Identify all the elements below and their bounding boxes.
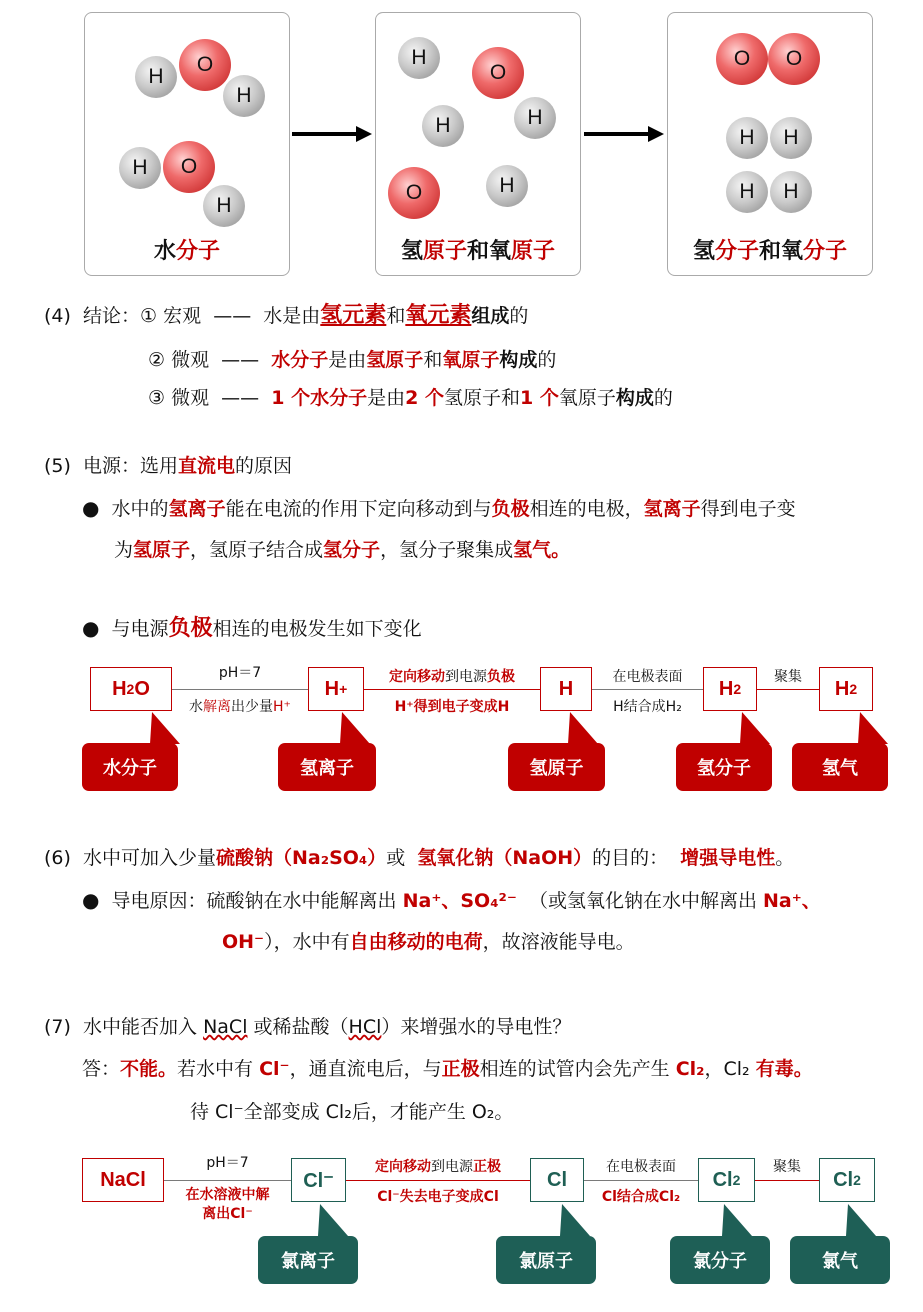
connector-label-top: 在电极表面 bbox=[606, 1159, 676, 1175]
hydrogen-atom: H bbox=[422, 105, 464, 147]
flow-connector bbox=[172, 689, 308, 690]
flow-box-h2-gas: H 2 bbox=[819, 667, 873, 711]
flow-box-cl2-molecule: Cl 2 bbox=[698, 1158, 755, 1202]
panel-label: 水分子 bbox=[153, 239, 221, 264]
callout-hydrogen-ion: 氢离子 bbox=[278, 743, 376, 791]
oxygen-atom: O bbox=[388, 167, 440, 219]
callout-chlorine-molecule: 氯分子 bbox=[670, 1236, 770, 1284]
nacl-answer-2: 待 Cl⁻全部变成 Cl₂后，才能产生 O₂。 bbox=[190, 1101, 514, 1123]
flow-box-h2-molecule: H 2 bbox=[703, 667, 757, 711]
connector-label-bottom: Cl结合成Cl₂ bbox=[601, 1189, 681, 1205]
nacl-question: (7) 水中能否加入 NaCl 或稀盐酸（HCl）来增强水的导电性？ bbox=[44, 1016, 572, 1038]
hydrogen-atom: H bbox=[203, 185, 245, 227]
power-source-heading: (5) 电源：选用直流电的原因 bbox=[44, 455, 293, 477]
hydrogen-atom: H bbox=[514, 97, 556, 139]
callout-chlorine-gas: 氯气 bbox=[790, 1236, 890, 1284]
panel-atoms bbox=[375, 12, 581, 276]
flow-box-nacl: NaCl bbox=[82, 1158, 164, 1202]
connector-label-bottom: Cl⁻失去电子变成Cl bbox=[377, 1189, 499, 1205]
connector-label-top: 聚集 bbox=[774, 669, 802, 685]
additive-heading: (6) 水中可加入少量硫酸钠（Na₂SO₄）或 氢氧化钠（NaOH）的目的： 增强导电性。 bbox=[44, 847, 795, 869]
flow-connector bbox=[592, 689, 703, 690]
flow-box-cl-atom: Cl bbox=[530, 1158, 584, 1202]
connector-label-bottom: 水解离出少量H⁺ bbox=[189, 699, 291, 715]
bullet-paragraph-1: ● 水中的氢离子能在电流的作用下定向移动到与负极相连的电极，氢离子得到电子变 bbox=[82, 496, 796, 520]
oxygen-atom: O bbox=[768, 33, 820, 85]
bullet-icon: ● bbox=[82, 888, 100, 912]
flow-box-h-ion: H + bbox=[308, 667, 364, 711]
oxygen-atom: O bbox=[163, 141, 215, 193]
flow-box-cl2-gas: Cl 2 bbox=[819, 1158, 875, 1202]
hydrogen-atom: H bbox=[726, 117, 768, 159]
conclusion-line-1: (4) 结论：① 宏观 —— 水是由氢元素和氧元素组成的 bbox=[44, 303, 529, 328]
flow-connector bbox=[757, 689, 819, 690]
hydrogen-atom: H bbox=[135, 56, 177, 98]
connector-label-bottom: 在水溶液中解 离出Cl⁻ bbox=[185, 1187, 270, 1222]
panel-label: 氢分子和氧分子 bbox=[692, 239, 848, 264]
bullet-paragraph-2: ● 与电源负极相连的电极发生如下变化 bbox=[82, 616, 422, 641]
conduction-reason-2: OH⁻），水中有自由移动的电荷，故溶液能导电。 bbox=[222, 931, 635, 953]
oxygen-atom: O bbox=[472, 47, 524, 99]
conclusion-line-2: ② 微观 —— 水分子是由氢原子和氧原子构成的 bbox=[148, 349, 557, 371]
flow-box-h2o: H 2 O bbox=[90, 667, 172, 711]
connector-label-top: pH＝7 bbox=[206, 1155, 249, 1171]
bullet-paragraph-1-cont: 为氢原子，氢原子结合成氢分子，氢分子聚集成氢气。 bbox=[114, 539, 571, 561]
oxygen-atom: O bbox=[179, 39, 231, 91]
callout-chloride-ion: 氯离子 bbox=[258, 1236, 358, 1284]
bullet-icon: ● bbox=[82, 496, 100, 520]
hydrogen-atom: H bbox=[486, 165, 528, 207]
flow-connector bbox=[584, 1180, 698, 1181]
hydrogen-atom: H bbox=[223, 75, 265, 117]
connector-label-bottom: H⁺得到电子变成H bbox=[394, 699, 510, 715]
flow-connector bbox=[364, 689, 540, 690]
conclusion-line-3: ③ 微观 —— 1 个水分子是由2 个氢原子和1 个氧原子构成的 bbox=[148, 387, 673, 409]
connector-label-top: 聚集 bbox=[773, 1159, 801, 1175]
bullet-icon: ● bbox=[82, 616, 100, 640]
callout-hydrogen-molecule: 氢分子 bbox=[676, 743, 772, 791]
connector-label-top: 定向移动到电源正极 bbox=[375, 1159, 501, 1175]
connector-label-top: 在电极表面 bbox=[612, 669, 683, 685]
flow-connector bbox=[164, 1180, 291, 1181]
callout-chlorine-atom: 氯原子 bbox=[496, 1236, 596, 1284]
nacl-answer-1: 答：不能。若水中有 Cl⁻，通直流电后，与正极相连的试管内会先产生 Cl₂，Cl₂ 有毒。 bbox=[82, 1058, 813, 1080]
hydrogen-atom: H bbox=[770, 117, 812, 159]
hydrogen-atom: H bbox=[119, 147, 161, 189]
panel-molecules bbox=[667, 12, 873, 276]
callout-hydrogen-atom: 氢原子 bbox=[508, 743, 605, 791]
flow-connector bbox=[346, 1180, 530, 1181]
callout-hydrogen-gas: 氢气 bbox=[792, 743, 888, 791]
flow-box-h-atom: H bbox=[540, 667, 592, 711]
panel-water-molecules bbox=[84, 12, 290, 276]
hydrogen-atom: H bbox=[726, 171, 768, 213]
panel-label: 氢原子和氧原子 bbox=[400, 239, 556, 264]
oxygen-atom: O bbox=[716, 33, 768, 85]
connector-label-top: 定向移动到电源负极 bbox=[389, 669, 515, 685]
hydrogen-atom: H bbox=[398, 37, 440, 79]
connector-label-top: pH＝7 bbox=[218, 665, 262, 681]
conduction-reason-1: ● 导电原因：硫酸钠在水中能解离出 Na⁺、SO₄²⁻ （或氢氧化钠在水中解离出 Na⁺、 bbox=[82, 888, 821, 912]
connector-label-bottom: H结合成H₂ bbox=[613, 699, 682, 715]
callout-pointers-green bbox=[0, 1204, 923, 1240]
hydrogen-atom: H bbox=[770, 171, 812, 213]
flow-box-cl-ion: Cl⁻ bbox=[291, 1158, 346, 1202]
flow-connector bbox=[755, 1180, 819, 1181]
callout-water-molecule: 水分子 bbox=[82, 743, 178, 791]
